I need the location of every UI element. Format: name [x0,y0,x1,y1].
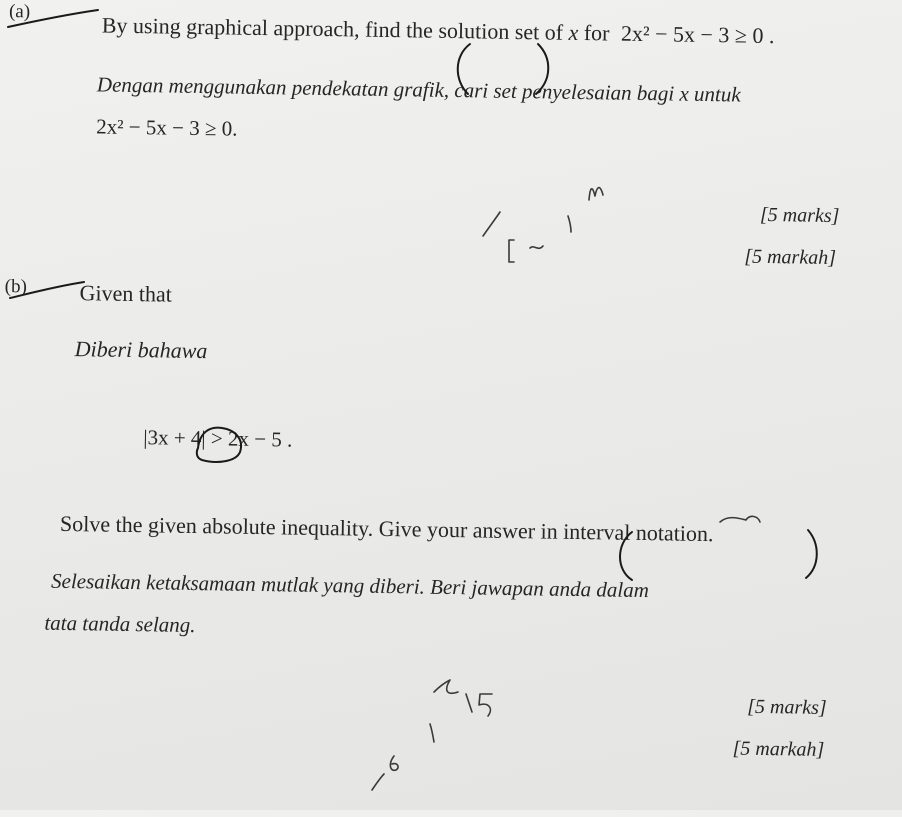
part-b-instruction-malay-line2: tata tanda selang. [44,610,196,638]
part-b-given-malay: Diberi bahawa [74,336,208,364]
part-a-for-word: for [583,20,610,46]
part-b-marks-malay: [5 markah] [732,737,825,761]
part-a-label: (a) [8,1,31,23]
part-a-malay-inequality: 2x² − 5x − 3 ≥ 0. [96,114,238,141]
part-b-label: (b) [4,275,28,298]
part-b-inequality: |3x + 4| > 2x − 5 . [143,425,293,452]
part-a-question-english [102,14,775,47]
part-b-given-english: Given that [79,280,173,307]
part-a-variable: x [568,19,579,45]
part-a-marks-malay: [5 markah] [744,245,837,270]
part-a-marks-english: [5 marks] [759,203,840,228]
part-a-inequality: 2x² − 5x − 3 ≥ 0 . [620,20,775,49]
part-b-marks-english: [5 marks] [747,695,827,719]
part-a-question-malay: Dengan menggunakan pendekatan grafik, cari set penyelesaian bagi x untuk [96,72,741,107]
part-a-question-text: By using graphical approach, find the solution set of [101,12,564,45]
part-b-instruction-malay-line1: Selesaikan ketaksamaan mutlak yang diberi. Beri jawapan anda dalam [50,568,650,603]
part-b-instruction-english: Solve the given absolute inequality. Give your answer in interval notation. [59,510,714,547]
